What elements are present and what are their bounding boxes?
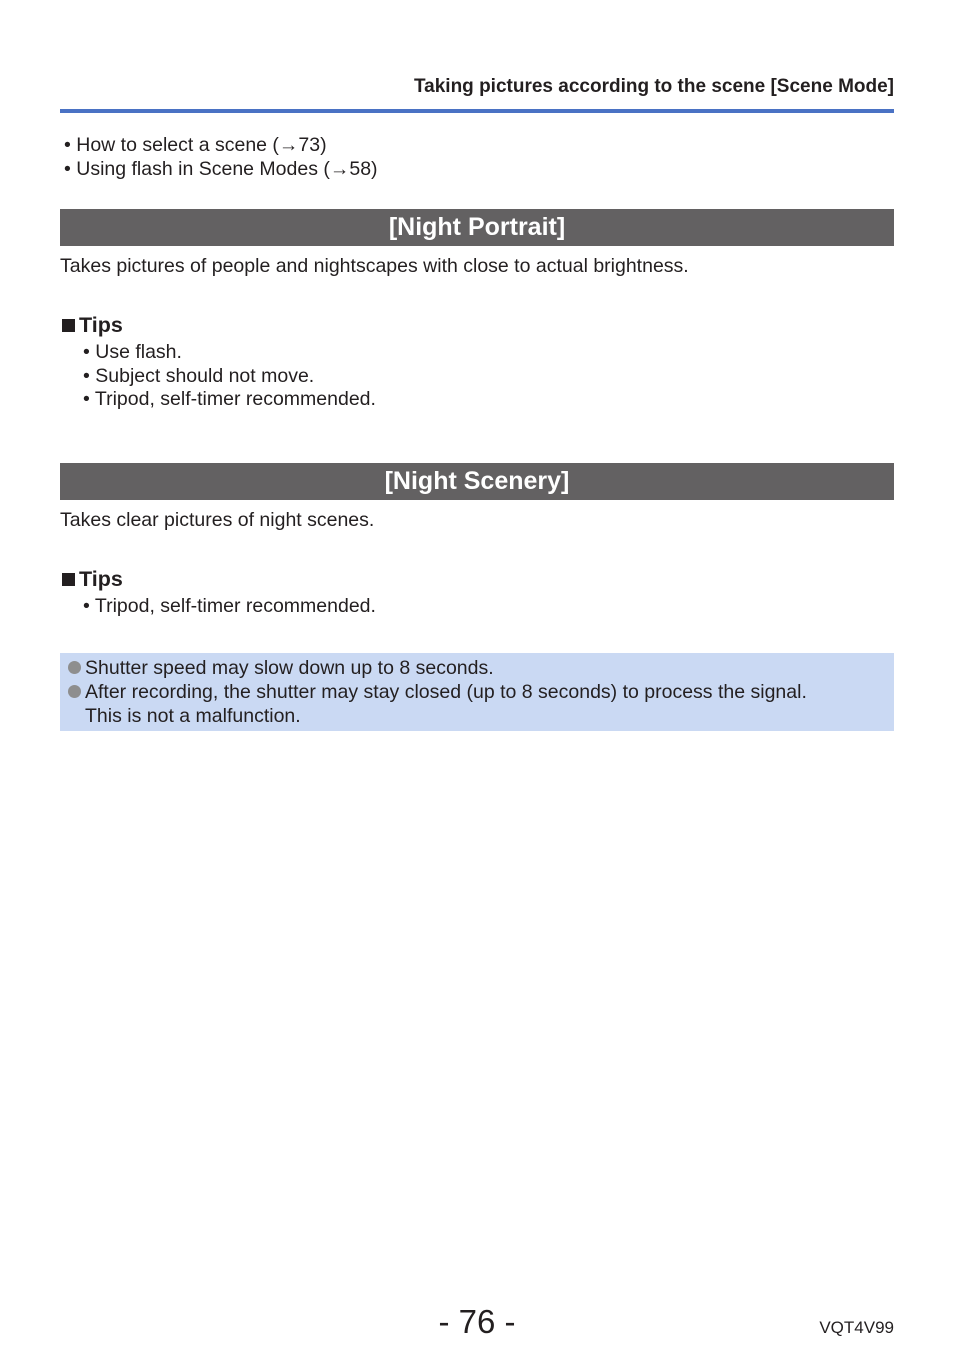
tips-heading-label: Tips xyxy=(79,313,123,337)
tips-heading xyxy=(60,567,123,592)
tips-heading xyxy=(60,313,123,338)
square-bullet-icon xyxy=(62,319,75,332)
note-item xyxy=(68,656,894,680)
note-box xyxy=(60,653,894,731)
circle-bullet-icon xyxy=(68,661,81,674)
tip-item: • Subject should not move. xyxy=(83,364,315,387)
header-title: Taking pictures according to the scene [Scene Mode] xyxy=(413,76,894,97)
section-description: Takes pictures of people and nightscapes with close to actual brightness. xyxy=(60,255,689,277)
note-text-continued: This is not a malfunction. xyxy=(85,705,301,727)
note-text: After recording, the shutter may stay closed (up to 8 seconds) to process the signal. xyxy=(85,681,807,703)
reference-item[interactable]: • Using flash in Scene Modes (→58) xyxy=(64,158,378,180)
tips-heading-label: Tips xyxy=(79,567,123,591)
note-item xyxy=(68,680,894,704)
tips-list xyxy=(83,595,376,619)
section-title-night-portrait: [Night Portrait] xyxy=(60,209,894,246)
tips-list xyxy=(83,341,376,412)
document-code: VQT4V99 xyxy=(819,1318,894,1337)
page-number: - 76 - xyxy=(438,1303,516,1340)
tip-item: • Tripod, self-timer recommended. xyxy=(83,595,376,617)
header-rule xyxy=(60,109,894,113)
tip-item: • Use flash. xyxy=(83,341,182,363)
tip-item: • Tripod, self-timer recommended. xyxy=(83,388,376,410)
reference-list xyxy=(64,133,378,181)
square-bullet-icon xyxy=(62,573,75,586)
circle-bullet-icon xyxy=(68,685,81,698)
section-description: Takes clear pictures of night scenes. xyxy=(60,509,375,531)
reference-item[interactable]: • How to select a scene (→73) xyxy=(64,134,327,156)
section-title-night-scenery: [Night Scenery] xyxy=(60,463,894,500)
note-text: Shutter speed may slow down up to 8 seconds. xyxy=(85,657,494,679)
